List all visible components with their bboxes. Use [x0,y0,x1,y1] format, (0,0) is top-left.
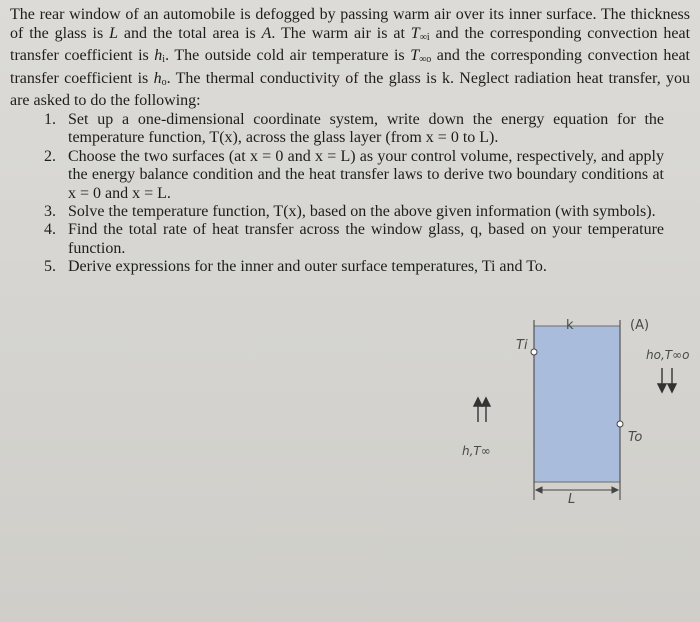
glass-diagram [440,310,700,510]
outer-airflow-arrows [658,368,676,392]
question-list [28,111,664,277]
question-text: Derive expressions for the inner and outer surface temperatures, Ti and To. [68,258,547,276]
outer-air-label: ho,T∞o [646,348,690,362]
question-number: 1. [44,111,56,128]
symbol-T-inf-o: T [410,47,420,65]
subscript: ∞i [419,31,430,43]
question-text: Solve the temperature function, T(x), based on the above given information (with symbols). [68,203,656,221]
outer-surface-node [617,421,623,427]
intro-text: and the corresponding convection heat transfer coefficient is [10,47,690,87]
symbol-h-o: h [153,69,162,87]
question-item [28,148,664,203]
symbol-L: L [109,24,118,42]
question-number: 4. [44,221,56,239]
question-number: 3. [44,203,56,221]
intro-text: and the corresponding convection heat transfer coefficient is [10,24,691,65]
inner-air-label: h,T∞ [462,444,491,458]
figure-label: (A) [630,318,650,333]
question-number: 2. [44,147,56,165]
thickness-dimension [536,487,618,493]
problem-statement [10,6,690,111]
inner-surface-temp-label: Ti [516,338,528,353]
intro-text: and the total area is [117,24,262,42]
question-text: Set up a one-dimensional coordinate system, write down the energy equation for the temperature function, T(x), across the glass layer (from x = 0 to L). [68,111,664,147]
intro-text: The rear window of an automobile is defogged by passing warm air over its inner surface. The thickness of the glass is [10,6,690,42]
question-text: Find the total rate of heat transfer across the window glass, q, based on your temperature function. [68,221,664,257]
glass-slab [534,326,620,482]
subscript: ∞o [419,54,432,66]
question-item [28,111,664,148]
question-item [28,221,664,258]
subscript: o [161,76,167,88]
symbol-T-inf-i: T [410,24,420,42]
diagram-svg [440,310,700,510]
subscript: i [162,54,166,66]
question-item [28,203,664,221]
question-item [28,258,664,276]
intro-text: . The thermal conductivity of the glass is k. Neglect radiation heat transfer, you are asked to do the following: [10,69,691,110]
intro-text: . The outside cold air temperature is [165,47,411,65]
symbol-h-i: h [154,47,163,65]
conductivity-label: k [566,318,574,333]
thickness-label: L [568,492,576,507]
question-text: Choose the two surfaces (at x = 0 and x = L) as your control volume, respectively, and apply the energy balance condition and the heat transfer laws to derive two boundary conditions at x = 0 and x = L. [68,147,664,202]
inner-surface-node [531,349,537,355]
outer-surface-temp-label: To [628,430,643,445]
inner-airflow-arrows [474,398,490,422]
symbol-A: A [261,24,272,42]
question-number: 5. [44,258,56,276]
intro-text: . The warm air is at [271,24,411,42]
